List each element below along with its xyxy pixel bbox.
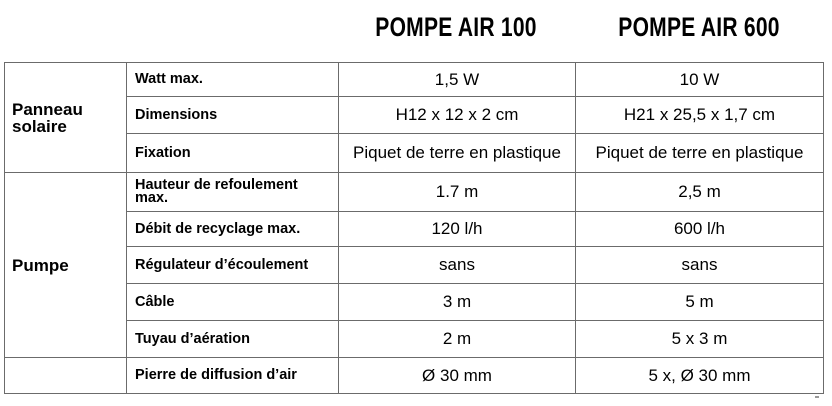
- row-label: Pierre de diffusion d’air: [127, 358, 339, 394]
- row-label: Watt max.: [127, 63, 339, 97]
- table-row: [5, 63, 824, 97]
- table-row: [5, 212, 824, 247]
- group-label-pumpe: Pumpe: [5, 173, 127, 358]
- value-pompe-air-600: Piquet de terre en plastique: [576, 134, 824, 173]
- value-pompe-air-100: 1,5 W: [339, 63, 576, 97]
- edge-tick-mark: [815, 396, 819, 398]
- table-row: [5, 173, 824, 212]
- value-pompe-air-100: Piquet de terre en plastique: [339, 134, 576, 173]
- group-label-empty: [5, 358, 127, 394]
- specifications-table: [4, 62, 824, 394]
- value-pompe-air-100: 3 m: [339, 284, 576, 321]
- row-label: Régulateur d’écoulement: [127, 247, 339, 284]
- value-pompe-air-600: 10 W: [576, 63, 824, 97]
- row-label: Dimensions: [127, 97, 339, 134]
- value-pompe-air-600: sans: [576, 247, 824, 284]
- table-row: [5, 321, 824, 358]
- group-label-panneau-solaire: Panneau solaire: [5, 63, 127, 173]
- table-row: [5, 97, 824, 134]
- column-header-pompe-air-600: POMPE AIR 600: [618, 12, 780, 42]
- value-pompe-air-600: 600 l/h: [576, 212, 824, 247]
- value-pompe-air-600: 5 m: [576, 284, 824, 321]
- value-pompe-air-100: Ø 30 mm: [339, 358, 576, 394]
- column-header-pompe-air-100: POMPE AIR 100: [375, 12, 537, 42]
- row-label: Fixation: [127, 134, 339, 173]
- value-pompe-air-600: H21 x 25,5 x 1,7 cm: [576, 97, 824, 134]
- table-row: [5, 358, 824, 394]
- table-row: [5, 247, 824, 284]
- value-pompe-air-100: 1.7 m: [339, 173, 576, 212]
- value-pompe-air-100: sans: [339, 247, 576, 284]
- row-label: Câble: [127, 284, 339, 321]
- table-row: [5, 134, 824, 173]
- value-pompe-air-100: 2 m: [339, 321, 576, 358]
- value-pompe-air-600: 5 x 3 m: [576, 321, 824, 358]
- value-pompe-air-100: 120 l/h: [339, 212, 576, 247]
- table-row: [5, 284, 824, 321]
- value-pompe-air-600: 5 x, Ø 30 mm: [576, 358, 824, 394]
- row-label: Tuyau d’aération: [127, 321, 339, 358]
- row-label: Hauteur de refoulement max.: [127, 173, 339, 212]
- value-pompe-air-600: 2,5 m: [576, 173, 824, 212]
- row-label: Débit de recyclage max.: [127, 212, 339, 247]
- value-pompe-air-100: H12 x 12 x 2 cm: [339, 97, 576, 134]
